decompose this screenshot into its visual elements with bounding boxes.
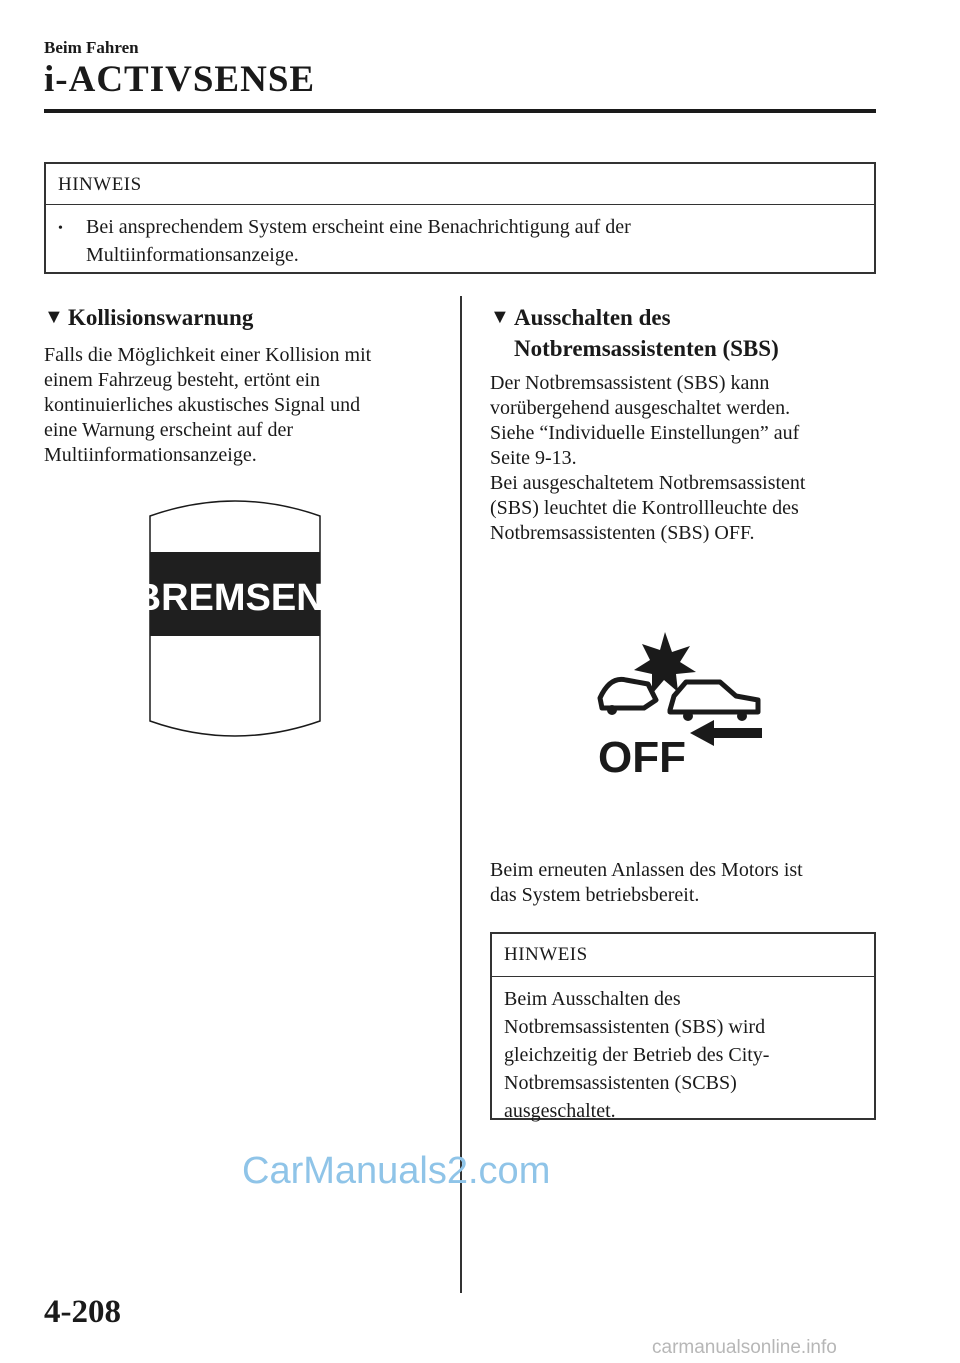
watermark: CarManuals2.com — [242, 1150, 551, 1192]
paragraph-line: das System betriebsbereit. — [490, 884, 700, 906]
note-title: HINWEIS — [492, 934, 874, 977]
sbs-off-icon — [590, 626, 770, 776]
bremsen-text: BREMSEN! — [140, 577, 330, 619]
triangle-marker-icon: ▼ — [44, 306, 64, 328]
bullet-item — [58, 213, 862, 269]
bullet-text-line-2: Multiinformationsanzeige. — [86, 244, 299, 266]
section-label: Beim Fahren — [44, 38, 139, 57]
heading-text — [514, 302, 779, 364]
heading-sbs-off — [490, 302, 870, 364]
sbs-off-indicator — [590, 626, 770, 781]
note-body — [46, 205, 874, 279]
paragraph-line: Seite 9-13. — [490, 447, 577, 469]
column-divider — [460, 296, 462, 1293]
paragraph-line: Multiinformationsanzeige. — [44, 444, 257, 466]
header-rule — [44, 109, 876, 113]
note-box-top — [44, 162, 876, 274]
paragraph-line: einem Fahrzeug besteht, ertönt ein — [44, 369, 321, 391]
note-line: gleichzeitig der Betrieb des City- — [504, 1044, 770, 1066]
note-box-bottom — [490, 932, 876, 1120]
paragraph-line: Falls die Möglichkeit einer Kollision mit — [44, 344, 372, 366]
heading-text: Kollisionswarnung — [68, 305, 254, 330]
paragraph-line: Beim erneuten Anlassen des Motors ist — [490, 859, 803, 881]
paragraph-line: eine Warnung erscheint auf der — [44, 419, 294, 441]
paragraph-restart — [490, 858, 875, 908]
note-body — [492, 977, 874, 1135]
paragraph-line: Der Notbremsassistent (SBS) kann — [490, 372, 770, 394]
paragraph-line: kontinuierliches akustisches Signal und — [44, 394, 361, 416]
chapter-title: i-ACTIVSENSE — [44, 59, 316, 100]
heading-collision-warning — [44, 302, 444, 333]
display-figure — [140, 486, 330, 766]
paragraph-line: vorübergehend ausgeschaltet werden. — [490, 397, 791, 419]
note-line: Notbremsassistenten (SBS) wird — [504, 1016, 766, 1038]
page-number: 4-208 — [44, 1294, 121, 1330]
heading-line-1: Ausschalten des — [514, 305, 671, 330]
bullet-text-line-1: Bei ansprechendem System erscheint eine Benachrichtigung auf der — [86, 216, 631, 238]
note-line: ausgeschaltet. — [504, 1100, 616, 1122]
paragraph-line: Bei ausgeschaltetem Notbremsassistent — [490, 472, 806, 494]
bullet-text — [86, 213, 631, 269]
paragraph-line: Notbremsassistenten (SBS) OFF. — [490, 522, 755, 544]
bullet-icon: • — [58, 221, 63, 236]
heading-line-2: Notbremsassistenten (SBS) — [514, 336, 779, 361]
triangle-marker-icon: ▼ — [490, 306, 510, 328]
paragraph-line: (SBS) leuchtet die Kontrollleuchte des — [490, 497, 799, 519]
paragraph-collision-warning — [44, 343, 444, 468]
note-line: Beim Ausschalten des — [504, 988, 681, 1010]
off-text: OFF — [598, 733, 686, 776]
footer-site-watermark: carmanualsonline.info — [652, 1337, 837, 1358]
bremsen-warning-display — [140, 486, 330, 771]
note-title: HINWEIS — [46, 164, 874, 205]
paragraph-line: Siehe “Individuelle Einstellungen” auf — [490, 422, 800, 444]
note-line: Notbremsassistenten (SCBS) — [504, 1072, 737, 1094]
paragraph-sbs-off — [490, 371, 875, 546]
